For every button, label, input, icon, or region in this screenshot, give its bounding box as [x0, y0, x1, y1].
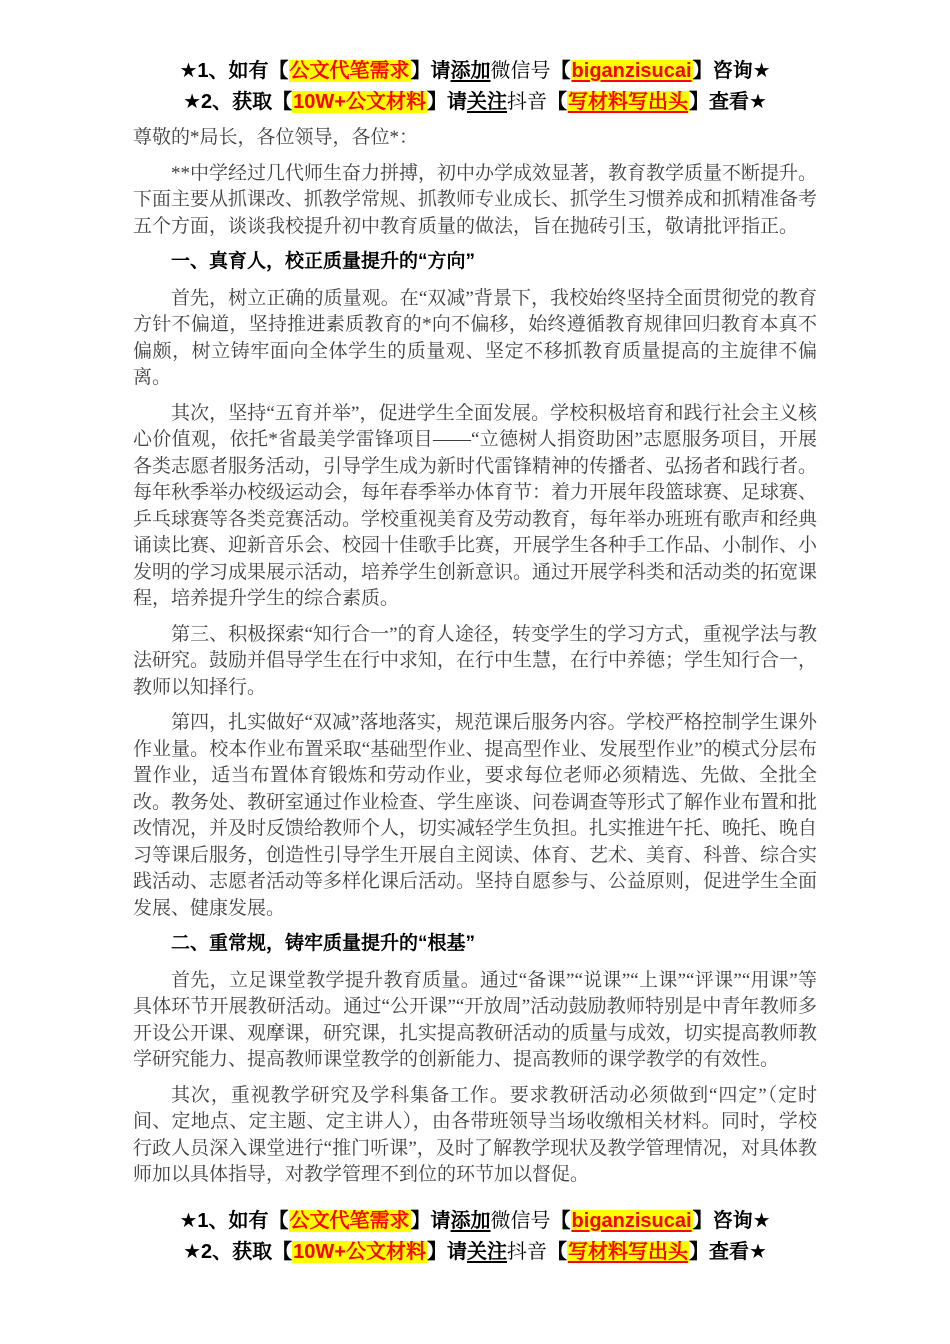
- section-heading: 二、重常规，铸牢质量提升的“根基”: [171, 933, 476, 954]
- section-heading: 一、真育人，校正质量提升的“方向”: [171, 251, 476, 272]
- ad-segment: 【: [550, 1209, 571, 1232]
- ad-segment: 写材料写出头: [567, 1240, 688, 1263]
- ad-segment: ★1、如有【: [179, 1209, 289, 1232]
- ad-line-2: [133, 87, 817, 118]
- ad-segment: 【: [550, 60, 571, 82]
- ad-segment: 】请: [410, 60, 451, 82]
- ad-segment: 】查看★: [688, 1240, 767, 1263]
- ad-segment: 公文代笔需求: [289, 1209, 410, 1232]
- paragraph: 首先，立足课堂教学提升教育质量。通过“备课”“说课”“上课”“评课”“用课”等具体环节开展教研活动。通过“公开课”“开放周”活动鼓励教师特别是中青年教师多开设公开课、观摩课，研究课，扎实提高教研活动的质量与成效，切实提高教师教学研究能力、提高教师课堂教学的创新能力、提高教师的课学教学的有效性。: [133, 969, 818, 1070]
- ad-segment: 公文代笔需求: [289, 60, 410, 82]
- ad-segment: 【: [546, 91, 567, 113]
- ad-segment: 【: [546, 1240, 567, 1263]
- ad-segment: ★2、获取【: [183, 91, 293, 113]
- paragraph: 其次，重视教学研究及学科集备工作。要求教研活动必须做到“四定”（定时间、定地点、定主题、定主讲人），由各带班领导当场收缴相关材料。同时，学校行政人员深入课堂进行“推门听课”，及时了解教学现状及教学管理情况，对具体教师加以具体指导，对教学管理不到位的环节加以督促。: [133, 1084, 817, 1185]
- ad-line-2: [133, 1237, 817, 1268]
- ad-segment: biganzisucai: [571, 60, 692, 82]
- greeting-line: 尊敬的*局长，各位领导，各位*：: [133, 127, 419, 148]
- paragraph: 其次，坚持“五育并举”，促进学生全面发展。学校积极培育和践行社会主义核心价值观，依托*省最美学雷锋项目——“立德树人捐资助困”志愿服务项目，开展各类志愿者服务活动，引导学生成为新时代雷锋精神的传播者、弘扬者和践行者。每年秋季举办校级运动会，每年春季举办体育节：着力开展年段篮球赛、足球赛、乒乓球赛等各类竞赛活动。学校重视美育及劳动教育，每年举办班班有歌声和经典诵读比赛、迎新音乐会、校园十佳歌手比赛，开展学生各种手工作品、小制作、小发明的学习成果展示活动，培养学生创新意识。通过开展学科类和活动类的拓宽课程，培养提升学生的综合素质。: [133, 402, 818, 609]
- paragraph: 第四，扎实做好“双减”落地落实，规范课后服务内容。学校严格控制学生课外作业量。校本作业布置采取“基础型作业、提高型作业、发展型作业”的模式分层布置作业，适当布置体育锻炼和劳动作业，要求每位老师必须精选、先做、全批全改。教务处、教研室通过作业检查、学生座谈、问卷调查等形式了解作业布置和批改情况，并及时反馈给教师个人，切实减轻学生负担。扎实推进午托、晚托、晚自习等课后服务，创造性引导学生开展自主阅读、体育、艺术、美育、科普、综合实践活动、志愿者活动等多样化课后活动。坚持自愿参与、公益原则，促进学生全面发展、健康发展。: [133, 712, 818, 919]
- ad-segment: 写材料写出头: [567, 91, 688, 113]
- ad-segment: 】请: [410, 1209, 451, 1232]
- ad-line-1: [133, 1206, 817, 1237]
- ad-segment: 抖音: [506, 91, 547, 113]
- ad-segment: 微信号: [490, 60, 551, 82]
- ad-segment: 】请: [426, 1240, 467, 1263]
- paragraph: 第三、积极探索“知行合一”的育人途径，转变学生的学习方式，重视学法与教法研究。鼓励并倡导学生在行中求知，在行中生慧，在行中养德；学生知行合一，教师以知择行。: [133, 623, 818, 698]
- ad-segment: 】咨询★: [692, 1209, 771, 1232]
- ad-segment: 10W+公文材料: [293, 1240, 426, 1263]
- paragraph: **中学经过几代师生奋力拼搏，初中办学成效显著，教育教学质量不断提升。下面主要从抓课改、抓教学常规、抓教师专业成长、抓学生习惯养成和抓精准备考五个方面，谈谈我校提升初中教育质量的做法，旨在抛砖引玉，敬请批评指正。: [133, 162, 818, 237]
- ad-segment: 】请: [426, 91, 467, 113]
- ad-segment: 添加: [450, 1209, 491, 1232]
- ad-segment: biganzisucai: [571, 1209, 692, 1232]
- ad-segment: ★2、获取【: [183, 1240, 293, 1263]
- paragraph: 首先，树立正确的质量观。在“双减”背景下，我校始终坚持全面贯彻党的教育方针不偏道，坚持推进素质教育的*向不偏移，始终遵循教育规律回归教育本真不偏颇，树立铸牢面向全体学生的质量观、坚定不移抓教育质量提高的主旋律不偏离。: [133, 287, 817, 388]
- ad-segment: 添加: [450, 60, 491, 82]
- ad-segment: 关注: [466, 91, 507, 113]
- ad-segment: 10W+公文材料: [293, 91, 426, 113]
- ad-segment: ★1、如有【: [179, 60, 289, 82]
- document-body: [133, 125, 817, 1189]
- ad-line-1: [133, 56, 817, 87]
- ad-segment: 关注: [466, 1240, 507, 1263]
- ad-segment: 抖音: [506, 1240, 547, 1263]
- ad-banner-top: [133, 56, 817, 118]
- ad-segment: 】咨询★: [692, 60, 771, 82]
- ad-segment: 微信号: [490, 1209, 551, 1232]
- ad-segment: 】查看★: [688, 91, 767, 113]
- ad-banner-bottom: [133, 1206, 817, 1268]
